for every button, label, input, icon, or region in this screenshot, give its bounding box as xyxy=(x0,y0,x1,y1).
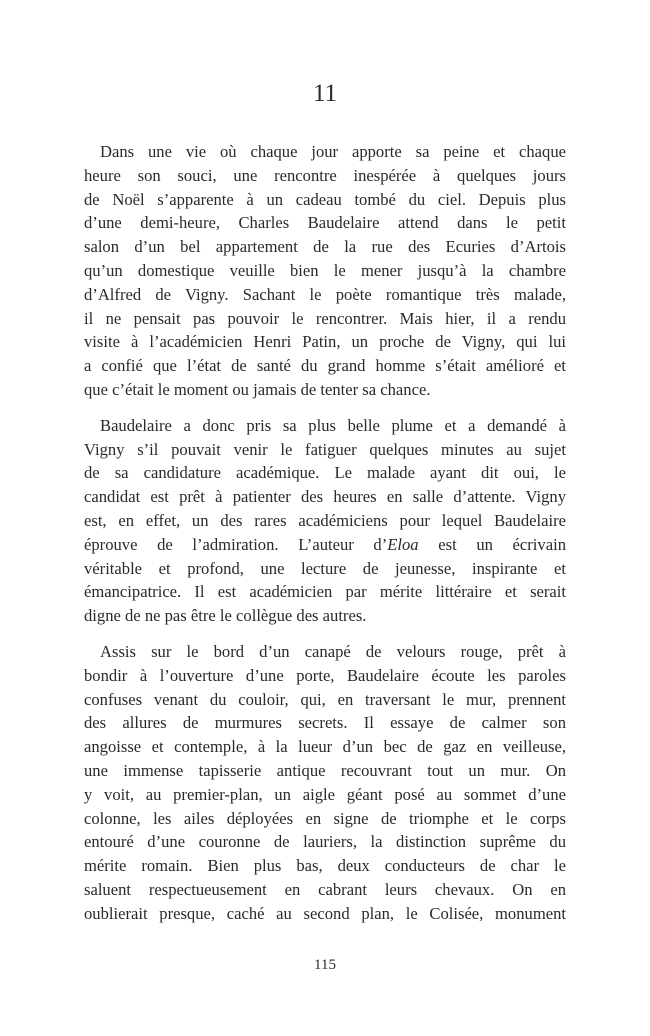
text-line: Dans une vie où chaque jour apporte sa peine et chaque xyxy=(100,142,566,161)
page-number: 115 xyxy=(314,957,336,973)
text-line: des allures de murmures secrets. Il essaye de calmer son xyxy=(84,713,566,733)
text-line: colonne, les ailes déployées en signe de triomphe et le corps xyxy=(84,808,566,828)
text-line: a confié que l’état de santé du grand homme s’était amélioré et xyxy=(84,356,566,376)
text-line: émancipatrice. Il est académicien par mérite littéraire et serait xyxy=(84,582,566,602)
text-line: mérite romain. Bien plus bas, deux conducteurs de char le xyxy=(84,856,566,876)
text-line: salon d’un bel appartement de la rue des Ecuries d’Artois xyxy=(84,237,566,257)
paragraph xyxy=(84,640,566,926)
text-line: Baudelaire a donc pris sa plus belle plume et a demandé à xyxy=(100,415,566,435)
paragraph xyxy=(84,414,566,628)
text-line: véritable et profond, une lecture de jeunesse, inspirante et xyxy=(84,558,566,578)
text-line xyxy=(84,533,566,557)
text-line: qu’un domestique veuille bien le mener jusqu’à la chambre xyxy=(84,260,566,280)
text-segment: éprouve de l’admiration. L’auteur d’ xyxy=(84,534,388,554)
text-line: de Noël s’apparente à un cadeau tombé du ciel. Depuis plus xyxy=(84,189,566,209)
text-line: Assis sur le bord d’un canapé de velours rouge, prêt à xyxy=(100,641,566,661)
text-line: saluent respectueusement en cabrant leurs chevaux. On en xyxy=(84,879,566,899)
text-segment: est un écrivain xyxy=(418,534,566,554)
body-text xyxy=(84,140,566,938)
text-line: il ne pensait pas pouvoir le rencontrer. Mais hier, il a rendu xyxy=(84,308,566,328)
text-line: visite à l’académicien Henri Patin, un proche de Vigny, qui lui xyxy=(84,332,566,352)
paragraph xyxy=(84,140,566,402)
text-line: angoisse et contemple, à la lueur d’un bec de gaz en veilleuse, xyxy=(84,737,566,757)
text-line: y voit, au premier-plan, un aigle géant posé au sommet d’une xyxy=(84,784,566,804)
text-line: candidat est prêt à patienter des heures en salle d’attente. Vigny xyxy=(84,487,566,507)
text-line: digne de ne pas être le collègue des autres. xyxy=(84,606,367,626)
text-line: oublierait presque, caché au second plan, le Colisée, monument xyxy=(84,903,566,923)
chapter-number: 11 xyxy=(312,80,338,107)
text-line: bondir à l’ouverture d’une porte, Baudelaire écoute les paroles xyxy=(84,665,566,685)
text-line: heure son souci, une rencontre inespérée à quelques jours xyxy=(84,165,566,185)
text-line: une immense tapisserie antique recouvrant tout un mur. On xyxy=(84,760,566,780)
text-line: Vigny s’il pouvait venir le fatiguer quelques minutes au sujet xyxy=(84,439,566,459)
text-line: d’Alfred de Vigny. Sachant le poète romantique très malade, xyxy=(84,284,566,304)
text-line: de sa candidature académique. Le malade ayant dit oui, le xyxy=(84,463,566,483)
text-line: d’une demi-heure, Charles Baudelaire attend dans le petit xyxy=(84,213,566,233)
text-line: que c’était le moment ou jamais de tenter sa chance. xyxy=(84,379,431,399)
italic-title: Eloa xyxy=(387,534,419,554)
text-line: confuses venant du couloir, qui, en traversant le mur, prennent xyxy=(84,689,566,709)
text-line: est, en effet, un des rares académiciens pour lequel Baudelaire xyxy=(84,510,566,530)
text-line: entouré d’une couronne de lauriers, la distinction suprême du xyxy=(84,832,566,852)
